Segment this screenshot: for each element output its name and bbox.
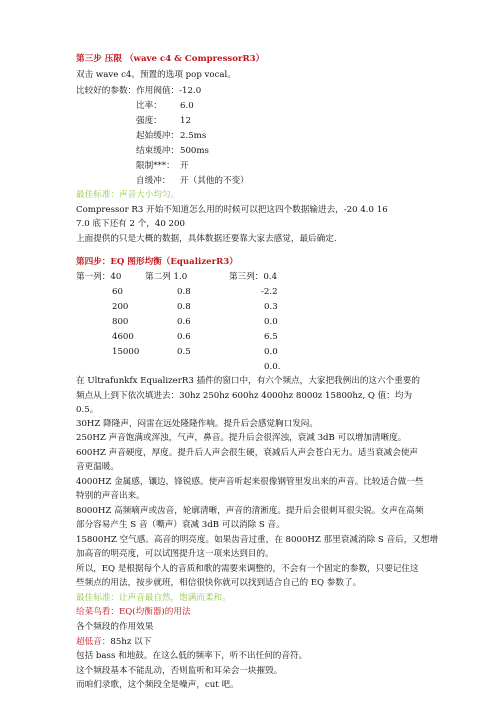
table-cell: 0.0 — [264, 317, 278, 327]
s3-line1: 双击 wave c4。预置的选项 pop vocal。 — [76, 70, 236, 80]
param-value: 2.5ms — [180, 131, 207, 141]
s3-best-standard: 最佳标准：声音大小均匀。 — [76, 190, 180, 200]
s4-paragraph-line: 250HZ 声音饱满或浑浊，气声，鼻音。提升后会很浑浊，衰减 3dB 可以增加清晰度。 — [76, 433, 407, 443]
s4-paragraph-line: 4000HZ 金属感，镶边，锋锐感。使声音听起来很像钢管里发出来的声音。比较适合做一些 — [76, 477, 424, 487]
sub-bass-range: 85hz 以下 — [110, 637, 152, 647]
param-value: 12 — [180, 116, 191, 126]
table-cell: 4600 — [112, 332, 134, 342]
s4-paragraph-line: 600HZ 声音硬度，厚度。提升后人声会很生硬，衰减后人声会苍白无力。适当衰减会使声 — [76, 448, 418, 458]
s4-paragraph-line: 音更温暖。 — [76, 462, 119, 472]
table-cell: 0.5 — [177, 347, 191, 357]
s4-paragraph-line: 0.5。 — [76, 405, 99, 415]
param-value: 6.0 — [180, 101, 194, 111]
table-cell: -2.2 — [261, 287, 278, 297]
param-label: 限制***： — [136, 161, 175, 171]
table-cell: 0.0. — [264, 362, 281, 372]
param-label: 自缓冲： — [136, 176, 171, 186]
table-cell: 15000 — [112, 347, 140, 357]
s4-best-standard: 最佳标准：让声音最自然，饱满而柔和。 — [76, 593, 231, 603]
param-label: 起始缓冲： — [136, 131, 179, 141]
table-cell: 6.5 — [264, 332, 278, 342]
param-label: 比率： — [136, 101, 162, 111]
table-cell: 0.0 — [264, 347, 278, 357]
s5-line1: 各个频段的作用效果 — [76, 622, 154, 632]
section3-heading: 第三步 压限 （wave c4 & CompressorR3） — [76, 54, 265, 64]
table-cell: 0.6 — [177, 317, 191, 327]
param-value: 开 — [180, 161, 189, 171]
s3-compressor-line1: Compressor R3 开始不知道怎么用的时候可以把这四个数据输进去，-20 4.0 16 — [76, 205, 388, 215]
table-header-cell: 第一列：40 — [76, 272, 122, 282]
s4-paragraph-line: 加高音的明亮度，可以试图提升这一项来达到目的。 — [76, 549, 274, 559]
s3-compressor-line2: 7.0 底下还有 2 个，40 200 — [76, 219, 185, 229]
table-header-cell: 第二列 1.0 — [145, 272, 188, 282]
s4-paragraph-line: 在 Ultrafunkfx EqualizerR3 插件的窗口中，有六个频点，大家把我例出的这六个重要的 — [76, 376, 420, 386]
s3-line2: 比较好的参数：作用阀值：-12.0 — [76, 86, 202, 96]
s3-compressor-line3: 上面提供的只是大概的数据，具体数据还要靠大家去感觉，最后确定. — [76, 234, 337, 244]
table-cell: 800 — [112, 317, 129, 327]
section5-heading: 给菜鸟看：EQ(均衡器)的用法 — [76, 607, 191, 617]
s4-paragraph-line: 所以，EQ 是根据每个人的音质和歌的需要来调整的，不会有一个固定的参数，只要记住这 — [76, 564, 419, 574]
table-cell: 0.8 — [177, 287, 191, 297]
param-label: 强度： — [136, 116, 162, 126]
param-label: 结束缓冲： — [136, 146, 179, 156]
s5-line4: 这个频段基本不能乱动，否则监听和耳朵会一块摧毁。 — [76, 666, 283, 676]
s4-paragraph-line: 频点从上到下依次填进去：30hz 250hz 600hz 4000hz 8000z 15800hz, Q 值：均为 — [76, 391, 413, 401]
table-header-cell: 第三列：0.4 — [229, 272, 278, 282]
table-cell: 60 — [112, 287, 123, 297]
s4-paragraph-line: 些频点的用法，按步就班，相信很快你就可以找到适合自己的 EQ 参数了。 — [76, 578, 362, 588]
table-cell: 200 — [112, 302, 129, 312]
s4-paragraph-line: 15800HZ 空气感。高音的明亮度。如果齿音过重，在 8000HZ 那里衰减消除 S 音后，又想增 — [76, 535, 439, 545]
table-cell: 0.3 — [264, 302, 278, 312]
s5-line3: 包括 bass 和地鼓。在这么低的频率下，听不出任何的音符。 — [76, 651, 308, 661]
table-cell: 0.8 — [177, 302, 191, 312]
param-value: 500ms — [180, 146, 209, 156]
table-cell: 0.6 — [177, 332, 191, 342]
s5-line5: 而咱们录歌，这个频段全是噪声，cut 吧。 — [76, 680, 239, 690]
param-value: 开（其他的不变） — [180, 176, 249, 186]
s4-paragraph-line: 8000HZ 高频嘀声或齿音，轮廓清晰，声音的清淅度。提升后会很刺耳很尖锐。女声在高频 — [76, 506, 424, 516]
section4-heading: 第四步：EQ 图形均衡（EqualizerR3） — [76, 257, 238, 267]
s4-paragraph-line: 特别的声音出来。 — [76, 491, 145, 501]
s4-paragraph-line: 30HZ 降隆声，闷雷在远处隆隆作响。提升后会感觉胸口发闷。 — [76, 419, 318, 429]
s4-paragraph-line: 部分容易产生 S 音（嘶声）衰减 3dB 可以消除 S 音。 — [76, 520, 285, 530]
sub-bass-label: 超低音： — [76, 637, 111, 647]
s5-line2 — [76, 637, 151, 648]
